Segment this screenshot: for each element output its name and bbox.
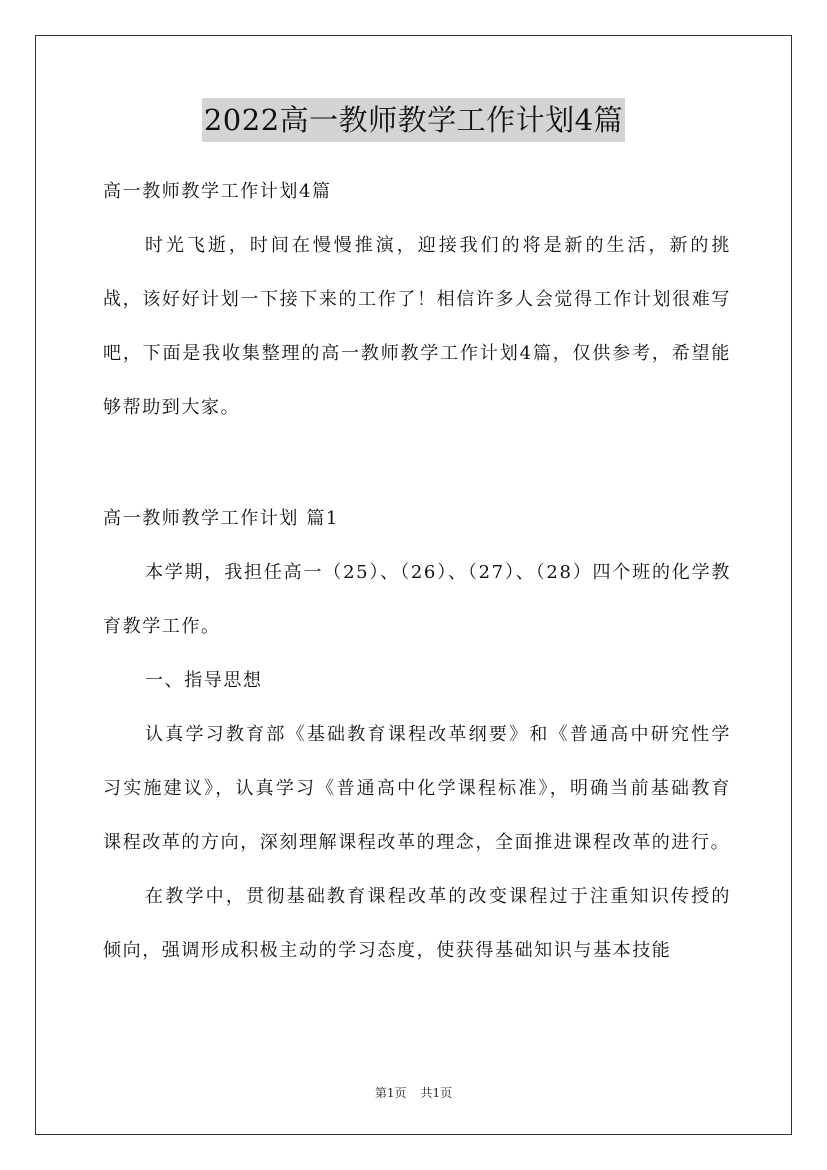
- page-footer: [0, 1085, 827, 1101]
- page-number: 第1页: [374, 1086, 407, 1100]
- document-subtitle: 高一教师教学工作计划4篇: [103, 181, 332, 202]
- section-heading: 高一教师教学工作计划 篇1: [103, 508, 339, 529]
- heading-guiding-ideology: 一、指导思想: [145, 670, 263, 691]
- document-title: 2022高一教师教学工作计划4篇: [202, 98, 625, 142]
- paragraph-assignment: 本学期，我担任高一（25）、（26）、（27）、（28）四个班的化学教育教学工作。: [103, 562, 731, 637]
- title-row: [0, 98, 827, 142]
- body-top: [103, 165, 731, 435]
- body-section: [103, 492, 731, 978]
- intro-paragraph: 时光飞逝，时间在慢慢推演，迎接我们的将是新的生活，新的挑战，该好好计划一下接下来的工作了！相信许多人会觉得工作计划很难写吧，下面是我收集整理的高一教师教学工作计划4篇，仅供参考，希望能够帮助到大家。: [103, 235, 731, 418]
- paragraph-study: 认真学习教育部《基础教育课程改革纲要》和《普通高中研究性学习实施建议》，认真学习《普通高中化学课程标准》，明确当前基础教育课程改革的方向，深刻理解课程改革的理念，全面推进课程改革的进行。: [103, 724, 731, 853]
- paragraph-teaching: 在教学中，贯彻基础教育课程改革的改变课程过于注重知识传授的倾向，强调形成积极主动的学习态度，使获得基础知识与基本技能: [103, 886, 731, 961]
- page-total: 共1页: [420, 1086, 453, 1100]
